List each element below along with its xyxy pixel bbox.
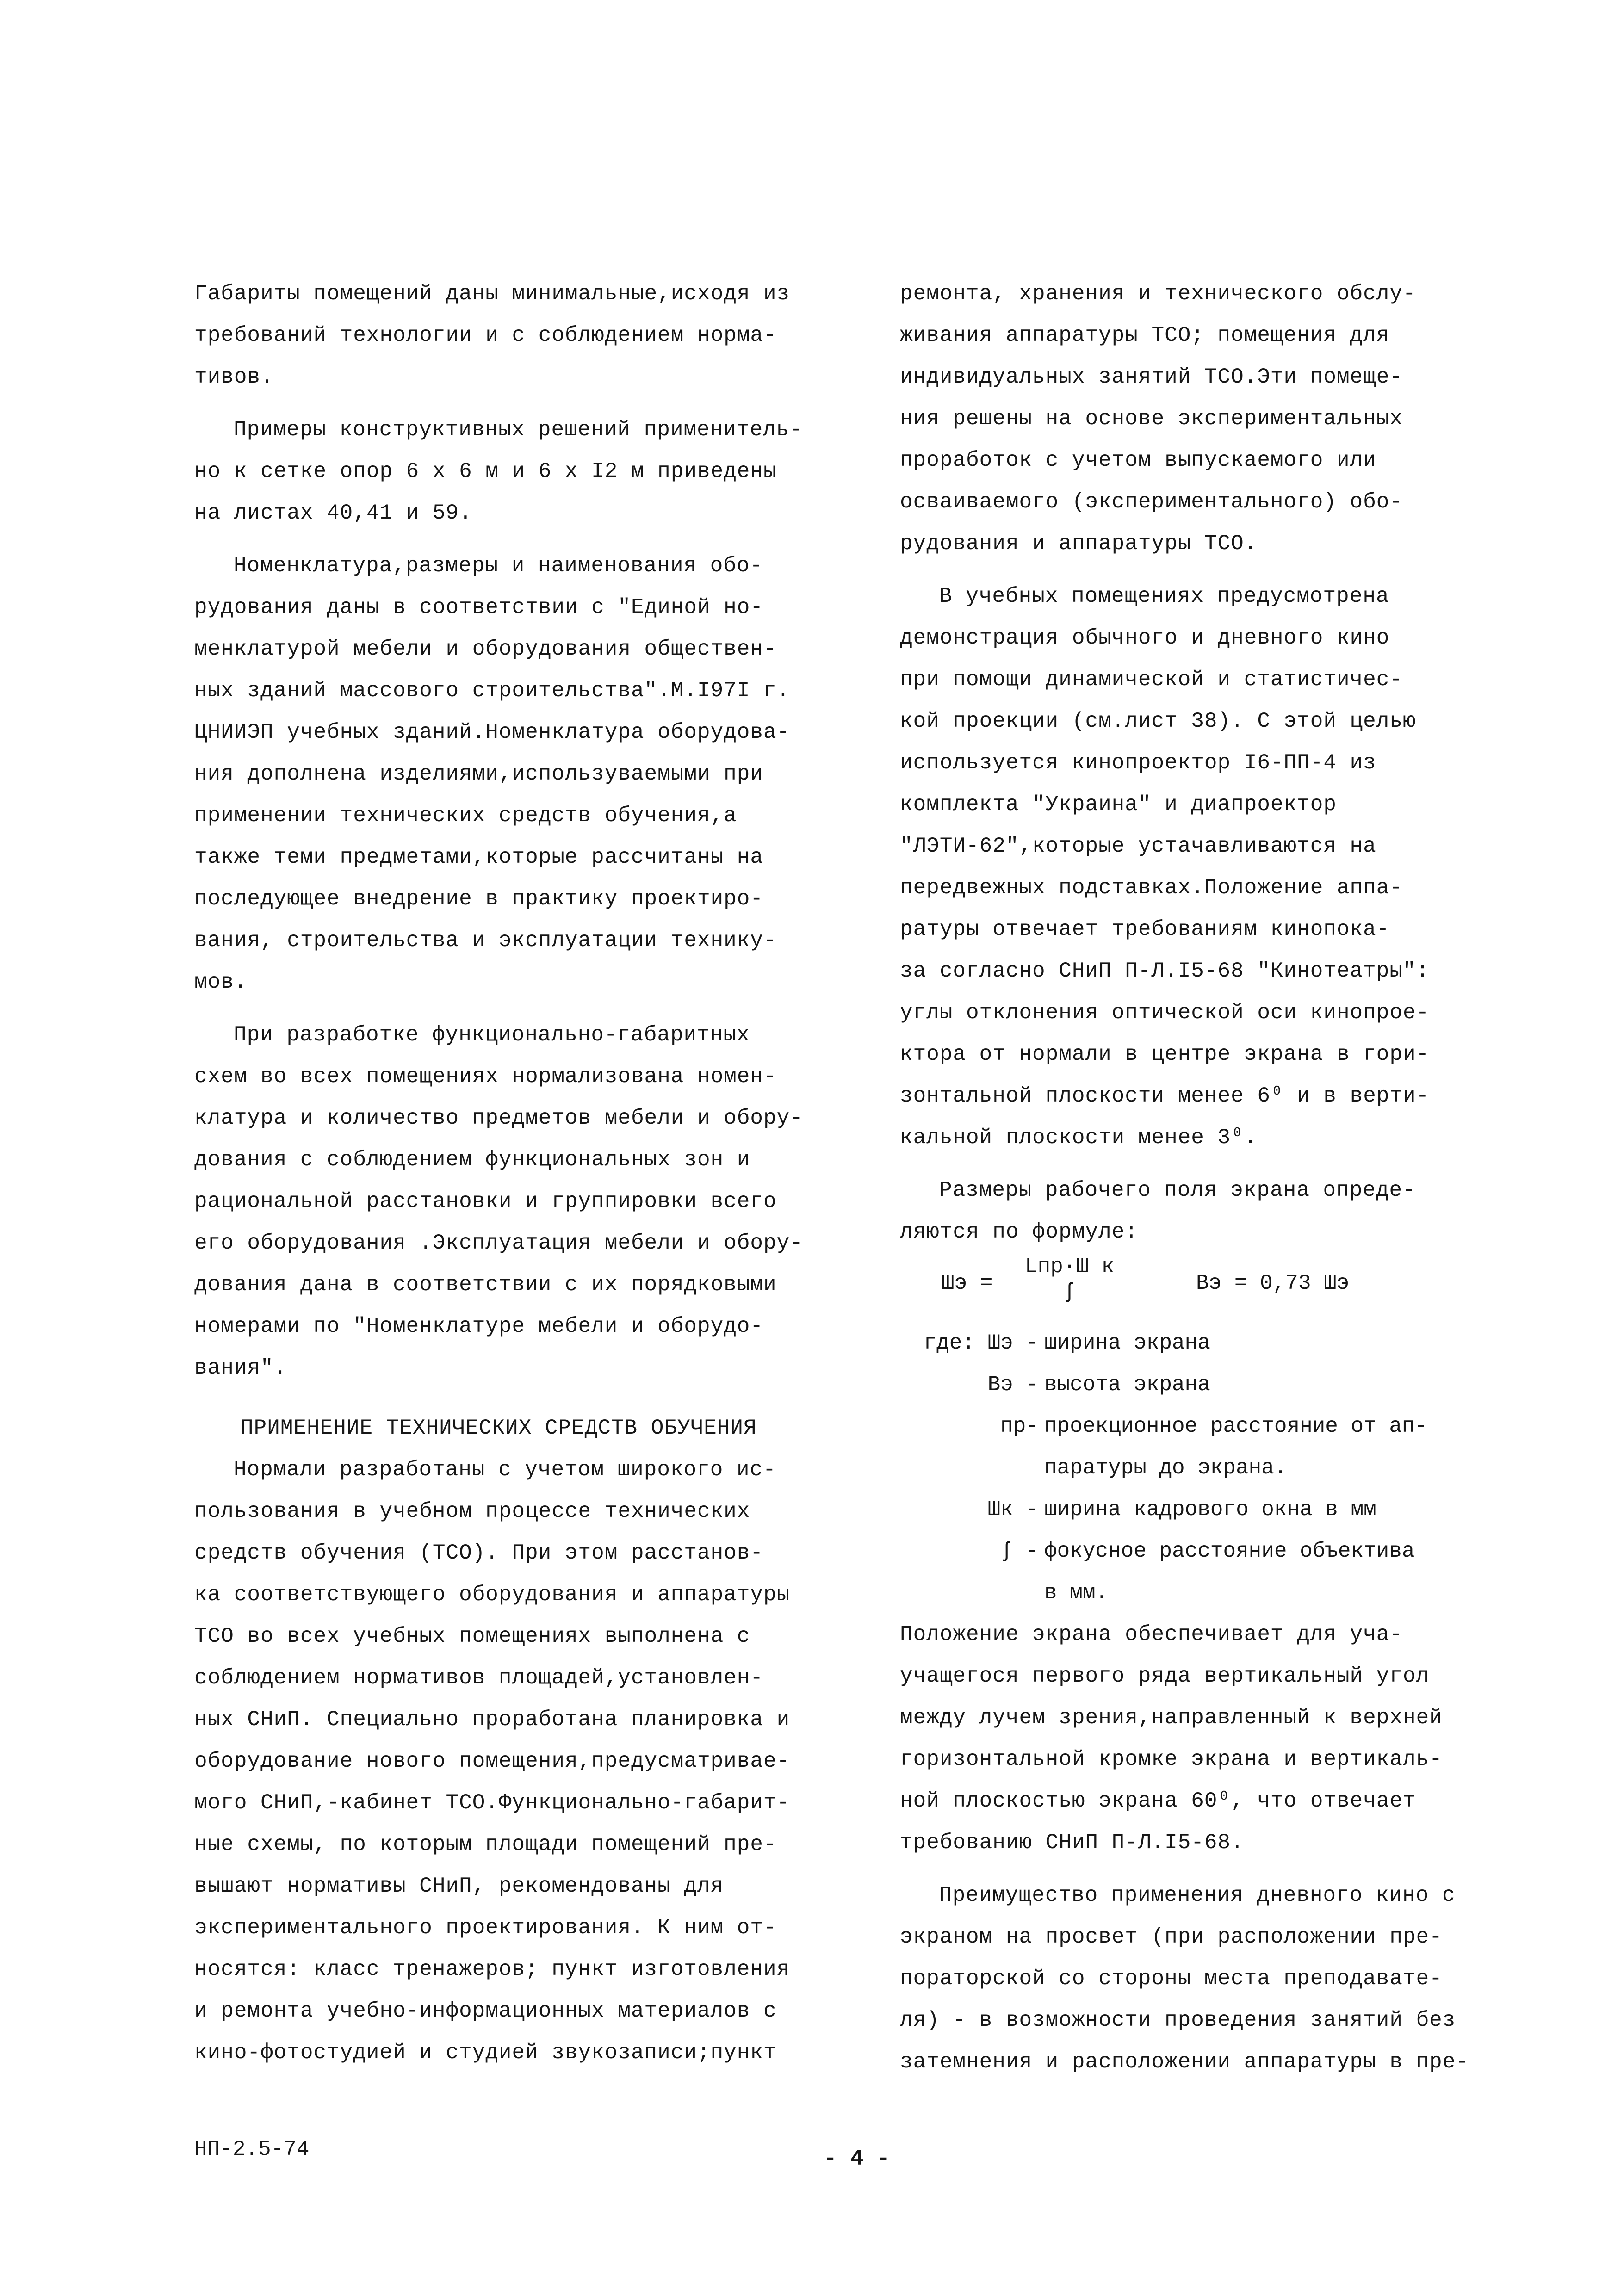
formula-rhs: Вэ = 0,73 Шэ [1196, 1271, 1350, 1295]
paragraph: Преимущество применения дневного кино с экраном на просвет (при расположении пре- пораторской со стороны места преподавате- ля) - в возможности проведения занятий без затемнения и расположении аппаратуры в пре- [900, 1883, 1469, 2074]
screen-size-formula [900, 1253, 1501, 1322]
definition-item: Шк - ширина кадрового окна в мм [987, 1498, 1376, 1522]
section-heading: ПРИМЕНЕНИЕ ТЕХНИЧЕСКИХ СРЕДСТВ ОБУЧЕНИЯ [241, 1416, 757, 1440]
paragraph: Номенклатура,размеры и наименования обо- рудования даны в соответствии с "Единой но- менклатурой мебели и оборудования обществен- ных зданий массового строительства".М.I97I г. ЦНИИЭП учебных зданий.Номенклатура оборудова- ния дополнена изделиями,используваемыми при применении технических средств обучения,а также теми предметами,которые рассчитаны на последующее внедрение в практику проектиро- вания, строительства и эксплуатации технику- мов. [194, 554, 790, 994]
definition-item: где: Шэ - ширина экрана [924, 1331, 1210, 1355]
paragraph: Размеры рабочего поля экрана опреде- ляются по формуле: [900, 1178, 1416, 1244]
formula-numerator: Lпр·Ш к [1025, 1255, 1115, 1279]
definition-item: пр- проекционное расстояние от ап- [1000, 1414, 1428, 1438]
definition-item: Вэ - высота экрана [987, 1373, 1210, 1397]
paragraph: Положение экрана обеспечивает для уча- учащегося первого ряда вертикальный угол между лучем зрения,направленный к верхней горизонтальной кромке экрана и вертикаль- ной плоскостью экрана 60⁰, что отвечает требованию СНиП П-Л.I5-68. [900, 1622, 1443, 1855]
right-column [900, 273, 1501, 2083]
document-code: НП-2.5-74 [194, 2137, 310, 2161]
paragraph: Габариты помещений даны минимальные,исходя из требований технологии и с соблюдением норма- тивов. [194, 282, 790, 389]
paragraph: Нормали разработаны с учетом широкого ис- пользования в учебном процессе технических средств обучения (ТСО). При этом расстанов- ка соответствующего оборудования и аппаратуры ТСО во всех учебных помещениях выполнена с соблюдением нормативов площадей,установлен- ных СНиП. Специально проработана планировка и оборудование нового помещения,предусматривае- мого СНиП,-кабинет ТСО.Функционально-габарит- ные схемы, по которым площади помещений пре- вышают нормативы СНиП, рекомендованы для экспериментального проектирования. К ним от- носятся: класс тренажеров; пункт изготовления и ремонта учебно-информационных материалов с кино-фотостудией и студией звукозаписи;пункт [194, 1458, 790, 2065]
paragraph: При разработке функционально-габаритных схем во всех помещениях нормализована номен- клатура и количество предметов мебели и обору- дования с соблюдением функциональных зон и рациональной расстановки и группировки всего его оборудования .Эксплуатация мебели и обору- дования дана в соответствии с их порядковыми номерами по "Номенклатуре мебели и оборудо- вания". [194, 1023, 803, 1380]
page-number: - 4 - [824, 2147, 891, 2172]
formula-denominator: ʃ [1063, 1280, 1076, 1304]
formula-definitions: где: Шэ - ширина экрана Вэ - высота экрана пр- проекционное расстояние от ап- паратуры до экрана. Шк - ширина кадрового окна в мм ʃ - фокусное расстояние объектива в мм. [900, 1322, 1501, 1614]
paragraph: Примеры конструктивных решений применитель- но к сетке опор 6 х 6 м и 6 х I2 м приведены на листах 40,41 и 59. [194, 418, 803, 525]
paragraph: В учебных помещениях предусмотрена демонстрация обычного и дневного кино при помощи динамической и статистичес- кой проекции (см.лист 38). С этой целью используется кинопроектор I6-ПП-4 из комплекта "Украина" и диапроектор "ЛЭТИ-62",которые устачавливаются на передвежных подставках.Положение аппа- ратуры отвечает требованиям кинопока- за согласно СНиП П-Л.I5-68 "Кинотеатры": углы отклонения оптической оси кинопрое- ктора от нормали в центре экрана в гори- зонтальной плоскости менее 6⁰ и в верти- кальной плоскости менее 3⁰. [900, 584, 1430, 1150]
formula-fraction [1025, 1253, 1114, 1304]
definition-item: ʃ - фокусное расстояние объектива [1000, 1539, 1415, 1563]
paragraph: ремонта, хранения и технического обслу- живания аппаратуры ТСО; помещения для индивидуальных занятий ТСО.Эти помеще- ния решены на основе экспериментальных проработок с учетом выпускаемого или осваиваемого (экспериментального) обо- рудования и аппаратуры ТСО. [900, 282, 1416, 556]
formula-lhs: Шэ = [942, 1271, 993, 1295]
left-column [194, 273, 879, 2073]
